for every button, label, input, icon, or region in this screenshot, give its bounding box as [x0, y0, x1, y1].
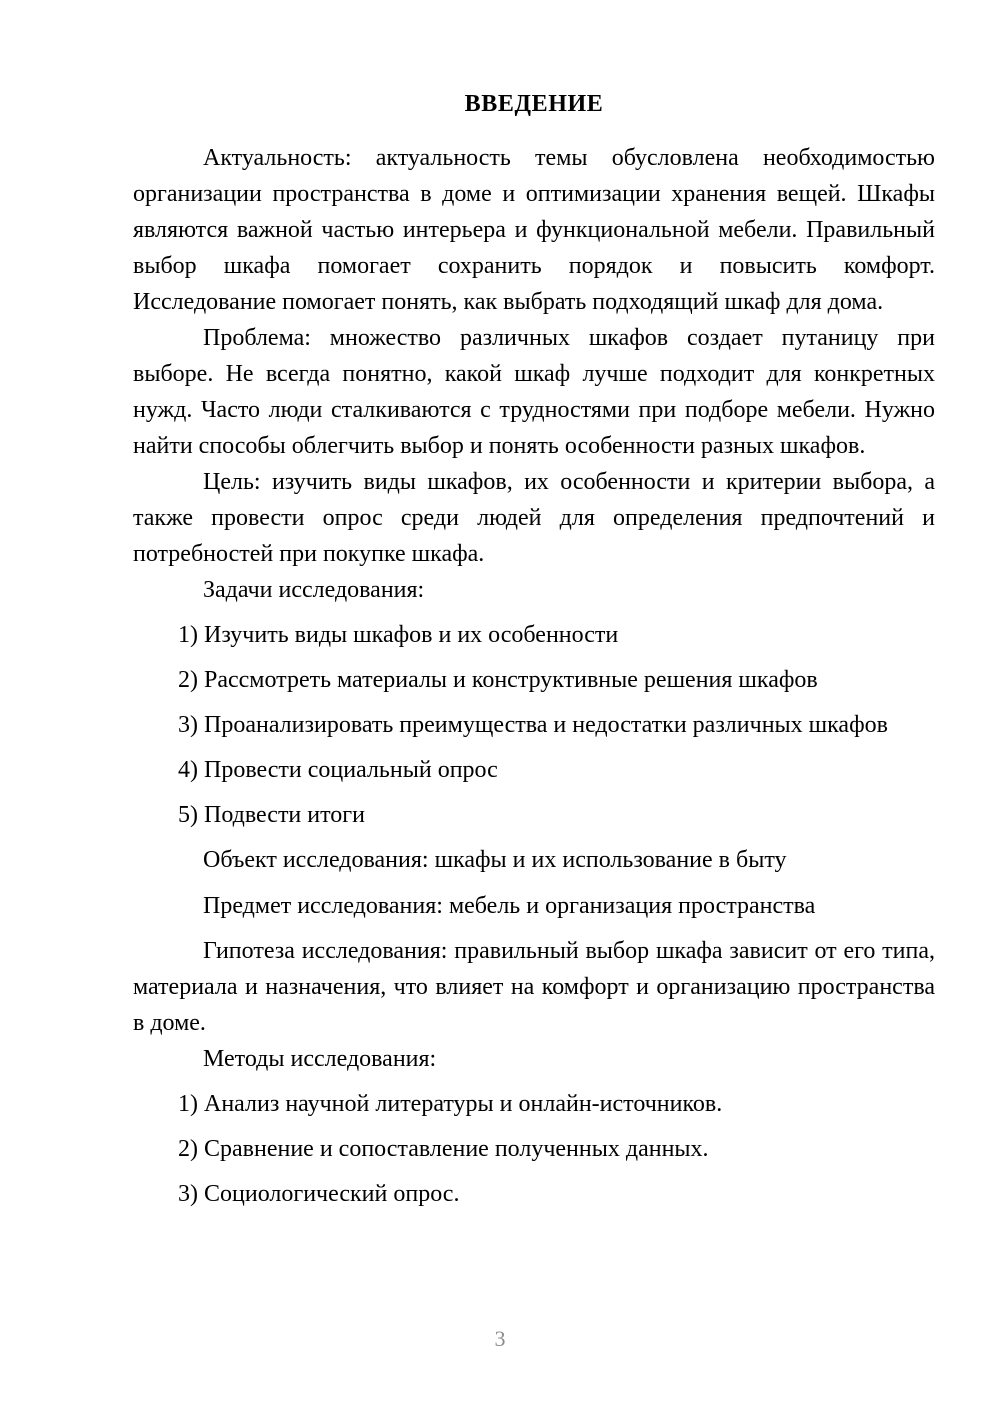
heading-methods: Методы исследования: — [203, 1046, 437, 1072]
list-item: 3) Проанализировать преимущества и недостатки различных шкафов — [178, 712, 888, 738]
document-body — [133, 86, 935, 1212]
list-item: 1) Анализ научной литературы и онлайн-источников. — [178, 1091, 723, 1117]
list-item: 1) Изучить виды шкафов и их особенности — [178, 622, 619, 648]
list-item: 2) Рассмотреть материалы и конструктивные решения шкафов — [178, 667, 818, 693]
spacer — [133, 924, 935, 933]
paragraph-problem: Проблема: множество различных шкафов создает путаницу при выборе. Не всегда понятно, какой шкаф лучше подходит для конкретных нужд. Часто люди сталкиваются с трудностями при подборе мебели. Нужно найти способы облегчить выбор и понять особенности разных шкафов. — [133, 325, 935, 459]
paragraph-relevance: Актуальность: актуальность темы обусловлена необходимостью организации пространства в доме и оптимизации хранения вещей. Шкафы являются важной частью интерьера и функциональной мебели. Правильный выбор шкафа помогает сохранить порядок и повысить комфорт. Исследование помогает понять, как выбрать подходящий шкаф для дома. — [133, 145, 935, 315]
methods-list — [133, 1086, 935, 1212]
page-title: ВВЕДЕНИЕ — [464, 91, 604, 117]
page-number: 3 — [494, 1326, 506, 1351]
paragraph-subject: Предмет исследования: мебель и организация пространства — [203, 893, 816, 919]
list-item: 2) Сравнение и сопоставление полученных данных. — [178, 1136, 709, 1162]
paragraph-hypothesis: Гипотеза исследования: правильный выбор шкафа зависит от его типа, материала и назначения, что влияет на комфорт и организацию пространства в доме. — [133, 938, 935, 1036]
list-item: 4) Провести социальный опрос — [178, 757, 498, 783]
list-item: 5) Подвести итоги — [178, 802, 365, 828]
tasks-list — [133, 617, 935, 833]
paragraph-goal: Цель: изучить виды шкафов, их особенности и критерии выбора, а также провести опрос среди людей для определения предпочтений и потребностей при покупке шкафа. — [133, 469, 935, 567]
paragraph-object: Объект исследования: шкафы и их использование в быту — [203, 847, 787, 873]
list-item: 3) Социологический опрос. — [178, 1181, 460, 1207]
heading-tasks: Задачи исследования: — [203, 577, 425, 603]
spacer — [133, 833, 935, 842]
